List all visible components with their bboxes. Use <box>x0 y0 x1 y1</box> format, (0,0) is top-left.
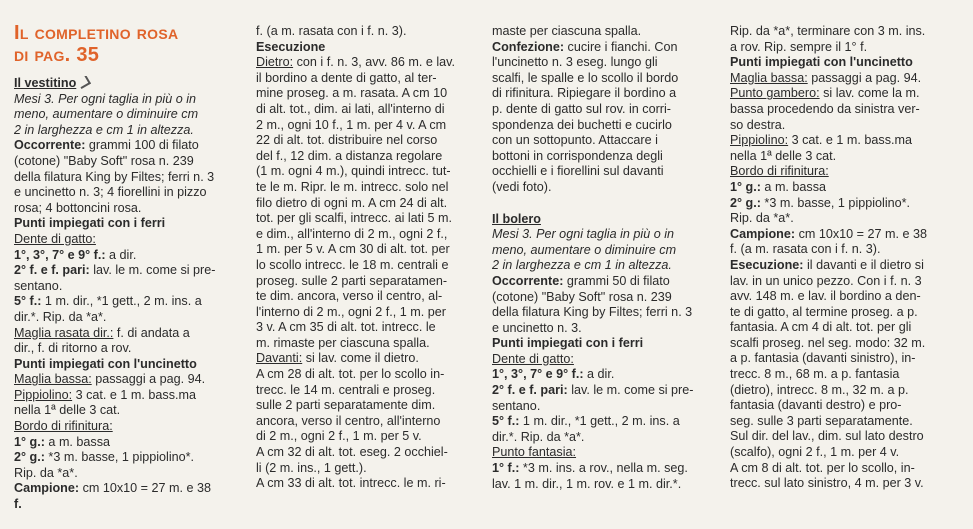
text-line <box>256 289 476 305</box>
text-line <box>256 320 476 336</box>
line-text: bottoni in corrispondenza degli <box>492 148 663 163</box>
line-text: e uncinetto n. 3. <box>492 320 582 335</box>
column-1 <box>14 0 240 529</box>
text-line <box>492 243 712 259</box>
line-text: nella 1ª delle 3 cat. <box>730 148 837 163</box>
line-text: (dietro), intrecc. 8 m., 32 m. a p. <box>730 382 909 397</box>
text-line <box>730 367 970 383</box>
bold-label: 2° g.: <box>730 195 761 210</box>
bold-label: Confezione: <box>492 39 565 54</box>
line-text: li (2 m. ins., 1 gett.). <box>256 460 367 475</box>
line-text: f. di andata a <box>113 325 190 340</box>
text-line <box>730 102 970 118</box>
col2-lines <box>256 24 476 492</box>
text-line <box>492 274 712 290</box>
text-line <box>492 445 712 461</box>
line-text: a m. bassa <box>44 434 111 449</box>
text-line <box>256 118 476 134</box>
text-line <box>492 71 712 87</box>
text-line <box>14 170 240 186</box>
bold-label: 2° f. e f. pari: <box>492 383 568 398</box>
article-title-line-1: Il completino rosa <box>14 22 179 44</box>
text-line <box>14 232 240 248</box>
line-text: Dente di gatto: <box>14 231 96 246</box>
text-line <box>492 367 712 383</box>
text-line <box>492 40 712 56</box>
underlined-label: Dietro: <box>256 55 294 70</box>
text-line <box>256 305 476 321</box>
text-line <box>256 242 476 258</box>
text-line <box>14 294 240 310</box>
line-text: dir.*. Rip. da *a*. <box>492 429 585 444</box>
line-text: Mesi 3. Per ogni taglia in più o in <box>14 91 197 106</box>
bold-label: Campione: <box>730 226 796 241</box>
line-text: lav. 1 m. dir., 1 m. rov. e 1 m. dir.*. <box>492 476 682 491</box>
line-text: meno, aumentare o diminuire cm <box>492 242 677 257</box>
line-text: proseg. sulle 2 parti separatamen- <box>256 273 448 288</box>
text-line <box>730 118 970 134</box>
line-text: passaggi a pag. 94. <box>91 372 206 387</box>
text-line <box>730 445 970 461</box>
bold-label: 1° f.: <box>492 461 520 476</box>
line-text: nella 1ª delle 3 cat. <box>14 403 121 418</box>
line-text: ancora, verso il centro, all'interno <box>256 413 441 428</box>
underlined-label: Pippiolino: <box>730 133 789 148</box>
line-text: 3 cat. e 1 m. bass.ma <box>72 387 197 402</box>
text-line <box>730 414 970 430</box>
line-text: filo dietro di ogni m. A cm 24 di alt. <box>256 195 448 210</box>
col3-lines-b <box>492 227 712 492</box>
text-line <box>14 435 240 451</box>
text-line <box>256 164 476 180</box>
text-line <box>14 372 240 388</box>
text-line <box>14 138 240 154</box>
text-line <box>730 211 970 227</box>
text-line <box>730 55 970 71</box>
line-text: A cm 32 di alt. tot. eseg. 2 occhiel- <box>256 445 448 460</box>
text-line <box>730 305 970 321</box>
text-line <box>492 414 712 430</box>
text-line <box>492 399 712 415</box>
bold-label: Occorrente: <box>14 138 86 153</box>
text-line <box>256 149 476 165</box>
line-text: lav. le m. come si pre- <box>89 263 216 278</box>
line-text: a rov. Rip. sempre il 1° f. <box>730 39 868 54</box>
text-line <box>492 149 712 165</box>
text-line <box>256 336 476 352</box>
line-text: si lav. come la m. <box>819 86 920 101</box>
text-line <box>730 289 970 305</box>
line-text: il davanti e il dietro si <box>803 257 924 272</box>
text-line <box>14 263 240 279</box>
line-text: *3 m. basse, 1 pippiolino*. <box>44 450 195 465</box>
text-line <box>256 71 476 87</box>
line-text: cm 10x10 = 27 m. e 38 <box>79 481 212 496</box>
line-text: te di gatto, al termine proseg. a p. <box>730 304 918 319</box>
line-text: spondenza dei buchetti e cucirlo <box>492 117 672 132</box>
bold-label: 5° f.: <box>492 414 520 429</box>
text-line <box>14 466 240 482</box>
col3-lines-a <box>492 24 712 196</box>
line-text: 22 di alt. tot. distribuire nel corso <box>256 133 438 148</box>
text-line <box>730 86 970 102</box>
text-line <box>14 357 240 373</box>
text-line <box>14 92 240 108</box>
text-line <box>492 352 712 368</box>
line-text: f. <box>14 497 22 512</box>
text-line <box>14 481 240 497</box>
line-text: bassa procedendo da sinistra ver- <box>730 101 920 116</box>
bold-label: 1° g.: <box>730 179 761 194</box>
line-text: (vedi foto). <box>492 179 552 194</box>
bold-label: 1°, 3°, 7° e 9° f.: <box>492 367 584 382</box>
text-line <box>14 310 240 326</box>
line-text: 2 in larghezza e cm 1 in altezza. <box>492 258 672 273</box>
line-text: a m. bassa <box>760 179 827 194</box>
text-line <box>256 24 476 40</box>
text-line <box>730 180 970 196</box>
line-text: Punti impiegati con i ferri <box>14 216 166 231</box>
line-text: A cm 8 di alt. tot. per lo scollo, in- <box>730 460 915 475</box>
text-line <box>730 336 970 352</box>
underlined-label: Punto gambero: <box>730 86 820 101</box>
line-text: Dente di gatto: <box>492 351 574 366</box>
line-text: Rip. da *a*, terminare con 3 m. ins. <box>730 24 926 38</box>
line-text: p. dente di gatto sul rov. in corri- <box>492 101 671 116</box>
text-line <box>14 216 240 232</box>
line-text: 2 m., ogni 10 f., 1 m. per 4 v. A cm <box>256 117 447 132</box>
text-line <box>492 118 712 134</box>
text-line <box>730 40 970 56</box>
line-text: trecc. 8 m., 68 m. a p. fantasia <box>730 367 900 382</box>
line-text: (cotone) "Baby Soft" rosa n. 239 <box>492 289 672 304</box>
text-line <box>256 102 476 118</box>
line-text: tot. per gli scalfi, intrecc. ai lati 5 m. <box>256 211 452 226</box>
line-text: con un sottopunto. Attaccare i <box>492 133 658 148</box>
text-line <box>14 123 240 139</box>
text-line <box>730 383 970 399</box>
line-text: *3 m. ins. a rov., nella m. seg. <box>519 461 688 476</box>
line-text: Punto fantasia: <box>492 445 577 460</box>
text-line <box>730 351 970 367</box>
text-line <box>730 429 970 445</box>
text-line <box>492 258 712 274</box>
line-text: Punti impiegati con l'uncinetto <box>730 55 913 70</box>
text-line <box>256 86 476 102</box>
line-text: 2 in larghezza e cm 1 in altezza. <box>14 122 194 137</box>
line-text: f. (a m. rasata con i f. n. 3). <box>256 24 407 38</box>
line-text: Bordo di rifinitura: <box>14 419 113 434</box>
bold-label: 1° g.: <box>14 434 45 449</box>
text-line <box>256 211 476 227</box>
text-line <box>256 351 476 367</box>
text-line <box>492 180 712 196</box>
text-line <box>256 429 476 445</box>
line-text: (1 m. ogni 4 m.), quindi intrecc. tut- <box>256 164 451 179</box>
line-text: dir., f. di ritorno a rov. <box>14 341 132 356</box>
line-text: a dir. <box>105 247 137 262</box>
underlined-label: Pippiolino: <box>14 387 73 402</box>
line-text: maste per ciascuna spalla. <box>492 24 642 38</box>
line-text: lav. in un unico pezzo. Con i f. n. 3 <box>730 273 922 288</box>
text-line <box>730 461 970 477</box>
text-line <box>14 341 240 357</box>
line-text: del f., 12 dim. a distanza regolare <box>256 148 443 163</box>
bold-label: Esecuzione: <box>730 257 804 272</box>
line-text: e uncinetto n. 3; 4 fiorellini in pizzo <box>14 185 207 200</box>
line-text: Sul dir. del lav., dim. sul lato destro <box>730 429 924 444</box>
bold-label: 5° f.: <box>14 294 42 309</box>
text-line <box>256 414 476 430</box>
text-line <box>14 326 240 342</box>
checkmark-icon <box>76 76 91 89</box>
bold-label: Occorrente: <box>492 273 564 288</box>
line-text: Punti impiegati con l'uncinetto <box>14 356 197 371</box>
text-line <box>14 248 240 264</box>
text-line <box>730 398 970 414</box>
line-text: della filatura King by Filtes; ferri n. 3 <box>492 305 693 320</box>
text-line <box>492 227 712 243</box>
line-text: cm 10x10 = 27 m. e 38 <box>795 226 928 241</box>
text-line <box>492 336 712 352</box>
text-line <box>492 461 712 477</box>
text-line <box>14 497 240 513</box>
text-line <box>730 320 970 336</box>
text-line <box>256 196 476 212</box>
text-line <box>730 242 970 258</box>
column-4 <box>730 0 970 529</box>
text-line <box>492 55 712 71</box>
line-text: grammi 50 di filato <box>563 273 670 288</box>
line-text: Punti impiegati con i ferri <box>492 336 644 351</box>
text-line <box>256 133 476 149</box>
line-text: A cm 33 di alt. tot. intrecc. le m. ri- <box>256 476 446 491</box>
text-line <box>730 196 970 212</box>
text-line <box>256 40 476 56</box>
col4-lines <box>730 24 970 492</box>
line-text: sentano. <box>14 278 63 293</box>
bold-label: 1°, 3°, 7° e 9° f.: <box>14 247 106 262</box>
line-text: sentano. <box>492 398 541 413</box>
line-text: 1 m. dir., *1 gett., 2 m. ins. a <box>41 294 202 309</box>
text-line <box>256 461 476 477</box>
section-heading-bolero: Il bolero <box>492 211 541 226</box>
text-line <box>492 86 712 102</box>
text-line <box>14 279 240 295</box>
text-line <box>730 71 970 87</box>
line-text: grammi 100 di filato <box>85 138 199 153</box>
line-text: Rip. da *a*. <box>14 465 78 480</box>
line-text: il bordino a dente di gatto, al ter- <box>256 70 437 85</box>
text-line <box>256 274 476 290</box>
text-line <box>256 180 476 196</box>
line-text: meno, aumentare o diminuire cm <box>14 107 199 122</box>
line-text: con i f. n. 3, avv. 86 m. e lav. <box>293 55 456 70</box>
line-text: passaggi a pag. 94. <box>807 70 922 85</box>
underlined-label: Maglia bassa: <box>14 372 92 387</box>
line-text: rosa; 4 bottoncini rosa. <box>14 200 142 215</box>
text-line <box>256 383 476 399</box>
line-text: di rifinitura. Ripiegare il bordino a <box>492 86 677 101</box>
line-text: a p. fantasia (davanti sinistro), in- <box>730 351 916 366</box>
line-text: avv. 148 m. e lav. il bordino a den- <box>730 289 921 304</box>
line-text: scalfi, le spalle e lo scollo il bordo <box>492 70 679 85</box>
text-line <box>256 258 476 274</box>
line-text: A cm 28 di alt. tot. per lo scollo in- <box>256 367 445 382</box>
text-line <box>730 227 970 243</box>
line-text: trecc. sul lato sinistro, 4 m. per 3 v. <box>730 476 924 491</box>
line-text: scalfi proseg. nel seg. modo: 32 m. <box>730 335 926 350</box>
bold-label: 2° g.: <box>14 450 45 465</box>
text-line <box>256 445 476 461</box>
text-line <box>256 476 476 492</box>
line-text: Bordo di rifinitura: <box>730 164 829 179</box>
text-line <box>730 164 970 180</box>
line-text: m. rimaste per ciascuna spalla. <box>256 335 430 350</box>
text-line <box>14 201 240 217</box>
line-text: l'uncinetto n. 3 eseg. lungo gli <box>492 55 658 70</box>
line-text: te le m. Ripr. le m. intrecc. solo nel <box>256 179 449 194</box>
line-text: mine proseg. a m. rasata. A cm 10 <box>256 86 448 101</box>
line-text: dir.*. Rip. da *a*. <box>14 309 107 324</box>
line-text: (cotone) "Baby Soft" rosa n. 239 <box>14 153 194 168</box>
line-text: a dir. <box>583 367 615 382</box>
text-line <box>256 227 476 243</box>
text-line <box>492 133 712 149</box>
text-line <box>492 24 712 40</box>
text-line <box>730 133 970 149</box>
underlined-label: Davanti: <box>256 351 303 366</box>
text-line <box>14 403 240 419</box>
text-line <box>492 383 712 399</box>
line-text: so destra. <box>730 117 786 132</box>
text-line <box>14 185 240 201</box>
line-text: Esecuzione <box>256 39 326 54</box>
line-text: (scalfo), ogni 2 f., 1 m. per 4 v. <box>730 445 900 460</box>
line-text: lo scollo intrecc. le 18 m. centrali e <box>256 257 449 272</box>
text-line <box>492 430 712 446</box>
line-text: fantasia. A cm 4 di alt. tot. per gli <box>730 320 912 335</box>
text-line <box>256 398 476 414</box>
text-line <box>14 154 240 170</box>
line-text: Rip. da *a*. <box>730 211 794 226</box>
text-line <box>730 476 970 492</box>
underlined-label: Maglia rasata dir.: <box>14 325 114 340</box>
column-2 <box>256 0 476 529</box>
line-text: te dim. ancora, verso il centro, al- <box>256 289 443 304</box>
text-line <box>492 477 712 493</box>
text-line <box>14 419 240 435</box>
line-text: di 2 m., ogni 2 f., 1 m. per 5 v. <box>256 429 422 444</box>
underlined-label: Maglia bassa: <box>730 70 808 85</box>
column-3 <box>492 0 712 529</box>
text-line <box>492 321 712 337</box>
text-line <box>730 274 970 290</box>
col1-lines <box>14 92 240 513</box>
line-text: di alt. tot., dim. ai lati, all'interno di <box>256 101 445 116</box>
text-line <box>256 367 476 383</box>
line-text: trecc. le 14 m. centrali e proseg. <box>256 382 436 397</box>
line-text: occhielli e i fiorellini sul davanti <box>492 164 664 179</box>
line-text: f. (a m. rasata con i f. n. 3). <box>730 242 881 257</box>
bold-label: 2° f. e f. pari: <box>14 263 90 278</box>
text-line <box>492 290 712 306</box>
line-text: fantasia (davanti destro) e pro- <box>730 398 902 413</box>
text-line <box>730 258 970 274</box>
line-text: sulle 2 parti separatamente dim. <box>256 398 436 413</box>
bold-label: Campione: <box>14 481 80 496</box>
line-text: seg. sulle 3 parti separatamente. <box>730 413 913 428</box>
line-text: cucire i fianchi. Con <box>564 39 678 54</box>
text-line <box>14 388 240 404</box>
article-title-line-2: di pag. 35 <box>14 44 100 66</box>
line-text: 3 cat. e 1 m. bass.ma <box>788 133 913 148</box>
section-heading-vestitino: Il vestitino <box>14 76 240 92</box>
text-line <box>14 107 240 123</box>
line-text: 1 m. per 5 v. A cm 30 di alt. tot. per <box>256 242 450 257</box>
line-text: *3 m. basse, 1 pippiolino*. <box>760 195 911 210</box>
line-text: della filatura King by Filtes; ferri n. 3 <box>14 169 215 184</box>
line-text: Mesi 3. Per ogni taglia in più o in <box>492 227 675 242</box>
line-text: e dim., all'interno di 2 m., ogni 2 f., <box>256 226 448 241</box>
text-line <box>492 164 712 180</box>
line-text: lav. le m. come si pre- <box>567 383 694 398</box>
text-line <box>14 450 240 466</box>
text-line <box>256 55 476 71</box>
line-text: 3 v. A cm 35 di alt. tot. intrecc. le <box>256 320 436 335</box>
text-line <box>492 102 712 118</box>
line-text: si lav. come il dietro. <box>302 351 419 366</box>
line-text: l'interno di 2 m., ogni 2 f., 1 m. per <box>256 304 447 319</box>
text-line <box>492 305 712 321</box>
text-line <box>730 24 970 40</box>
text-line <box>730 149 970 165</box>
line-text: 1 m. dir., *1 gett., 2 m. ins. a <box>519 414 680 429</box>
